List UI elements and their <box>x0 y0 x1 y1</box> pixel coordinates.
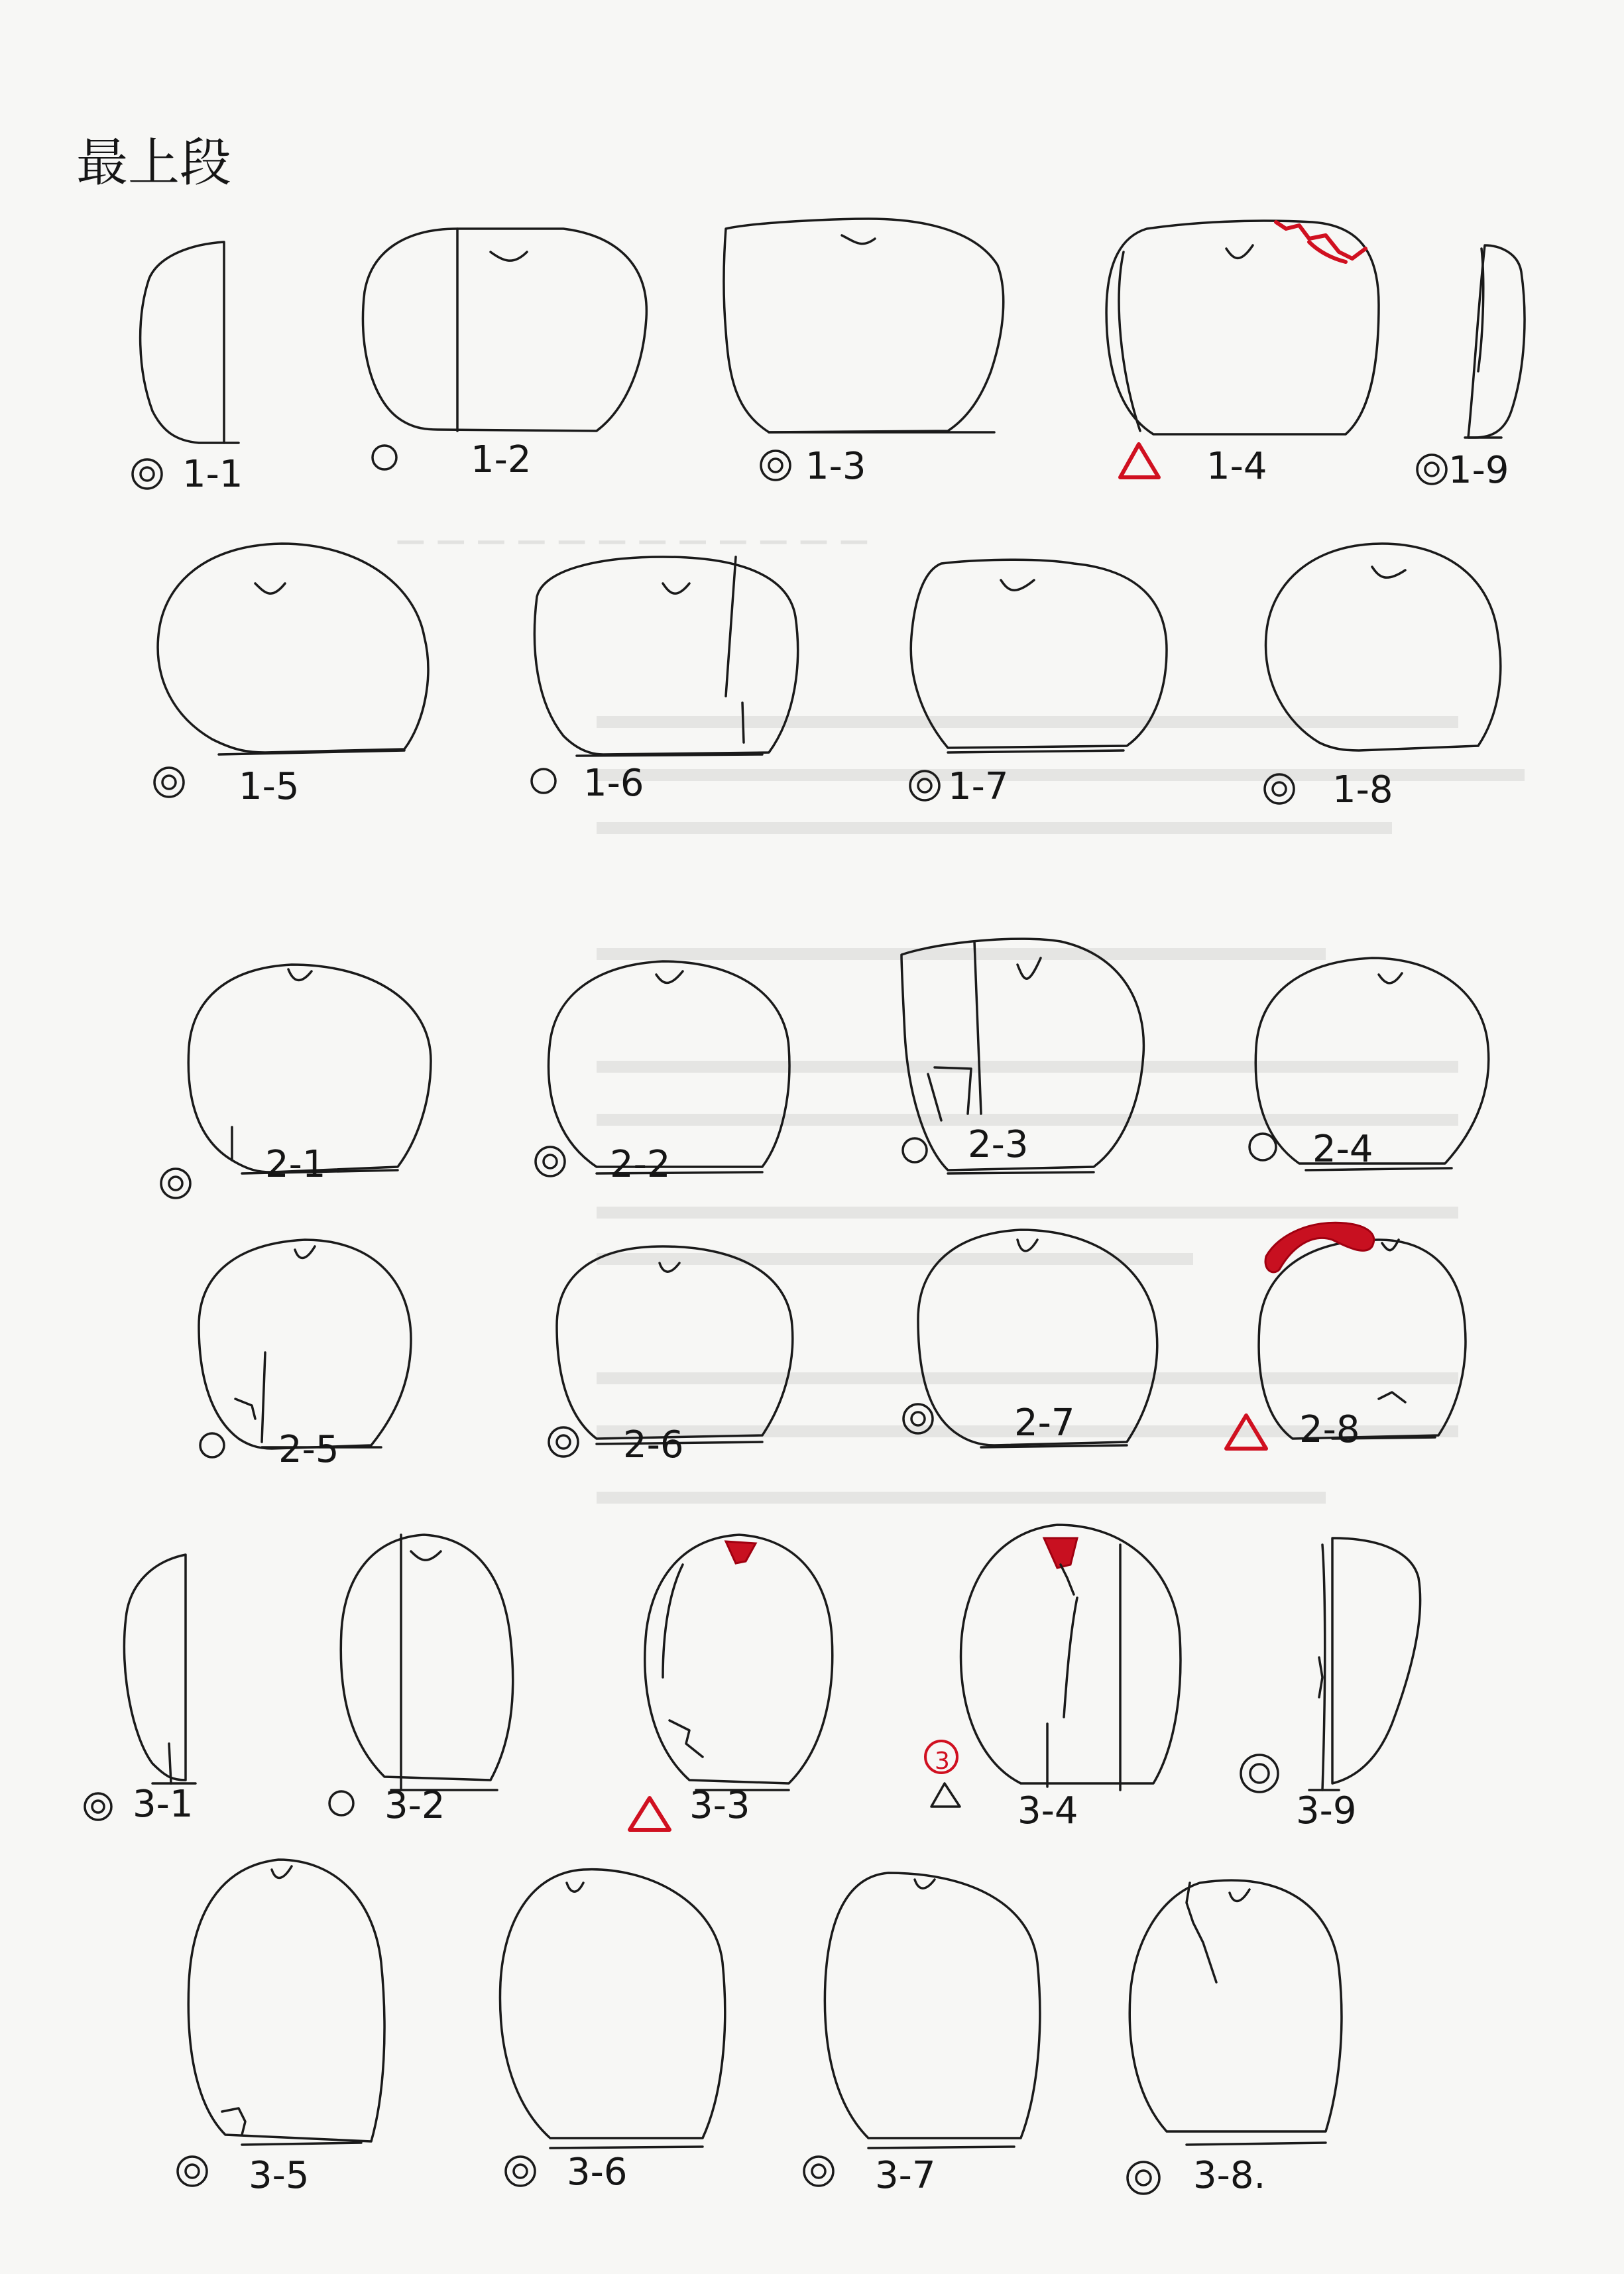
sketch-3-8 <box>1130 1880 1342 2145</box>
label-2-1 <box>161 1143 325 1198</box>
svg-text:3-3: 3-3 <box>689 1784 750 1827</box>
svg-text:2-1: 2-1 <box>265 1143 326 1186</box>
svg-text:3-5: 3-5 <box>249 2154 310 2197</box>
sketch-2-8 <box>1259 1223 1466 1439</box>
sketch-3-7 <box>825 1873 1039 2148</box>
sketch-2-1 <box>188 965 431 1173</box>
sketch-1-1 <box>141 242 239 443</box>
svg-text:2-7: 2-7 <box>1014 1402 1075 1445</box>
svg-text:1-2: 1-2 <box>471 438 532 481</box>
svg-text:3-6: 3-6 <box>567 2151 628 2194</box>
svg-text:1-5: 1-5 <box>239 765 300 808</box>
sketch-3-2 <box>341 1535 512 1790</box>
svg-text:─ ─ ─ ─ ─ ─ ─ ─ ─ ─ ─ ─: ─ ─ ─ ─ ─ ─ ─ ─ ─ ─ ─ ─ <box>398 518 867 568</box>
svg-text:1-7: 1-7 <box>948 765 1009 808</box>
svg-text:3-7: 3-7 <box>875 2154 936 2197</box>
svg-text:2-8: 2-8 <box>1299 1408 1360 1451</box>
svg-text:1-3: 1-3 <box>805 445 866 488</box>
sketch-3-9 <box>1309 1538 1421 1790</box>
svg-text:3-2: 3-2 <box>384 1784 445 1827</box>
label-1-3 <box>761 445 866 488</box>
label-2-7 <box>903 1402 1074 1445</box>
svg-text:1-4: 1-4 <box>1206 445 1267 488</box>
label-3-5 <box>178 2154 309 2197</box>
label-1-7 <box>910 765 1008 808</box>
sketch-3-3 <box>645 1535 833 1790</box>
sketch-3-5 <box>188 1860 384 2145</box>
svg-text:3-4: 3-4 <box>1017 1789 1078 1832</box>
svg-text:2-2: 2-2 <box>610 1143 671 1186</box>
sketch-3-6 <box>500 1870 725 2148</box>
sketch-3-4 <box>961 1525 1181 1790</box>
label-1-2 <box>373 438 531 481</box>
svg-text:2-3: 2-3 <box>968 1123 1029 1166</box>
label-1-9 <box>1417 449 1509 492</box>
svg-text:3-8.: 3-8. <box>1193 2154 1266 2197</box>
label-3-3 <box>630 1784 750 1830</box>
label-3-6 <box>506 2151 627 2194</box>
label-1-6 <box>532 762 644 805</box>
label-3-8 <box>1128 2154 1265 2197</box>
label-3-7 <box>804 2154 935 2197</box>
sketch-2-5 <box>199 1240 411 1449</box>
show-through-text <box>397 518 1525 1504</box>
svg-text:3-1: 3-1 <box>133 1783 194 1826</box>
svg-text:3: 3 <box>935 1748 950 1775</box>
sketch-1-2 <box>363 229 646 431</box>
label-1-4 <box>1120 444 1267 488</box>
svg-text:3-9: 3-9 <box>1296 1789 1357 1832</box>
sketch-3-1 <box>124 1555 196 1783</box>
label-2-2 <box>536 1143 670 1186</box>
label-3-9 <box>1241 1755 1356 1832</box>
svg-text:1-9: 1-9 <box>1448 449 1509 492</box>
svg-text:1-6: 1-6 <box>583 762 644 805</box>
sketch-1-4 <box>1106 221 1379 434</box>
sketch-1-3 <box>724 219 1004 432</box>
sketch-1-9 <box>1465 245 1525 438</box>
label-1-1 <box>133 453 243 496</box>
page-heading: 最上段 <box>76 133 232 193</box>
sketch-1-5 <box>158 544 428 754</box>
label-2-3 <box>903 1123 1028 1166</box>
svg-text:2-6: 2-6 <box>623 1423 684 1466</box>
label-1-5 <box>154 765 299 808</box>
svg-text:2-4: 2-4 <box>1312 1128 1373 1171</box>
label-3-4 <box>925 1741 1078 1832</box>
svg-text:1-1: 1-1 <box>182 453 243 496</box>
svg-text:1-8: 1-8 <box>1332 768 1393 811</box>
label-3-1 <box>85 1783 193 1826</box>
svg-text:2-5: 2-5 <box>278 1428 339 1471</box>
label-3-2 <box>329 1784 445 1827</box>
sketch-2-6 <box>557 1246 793 1444</box>
